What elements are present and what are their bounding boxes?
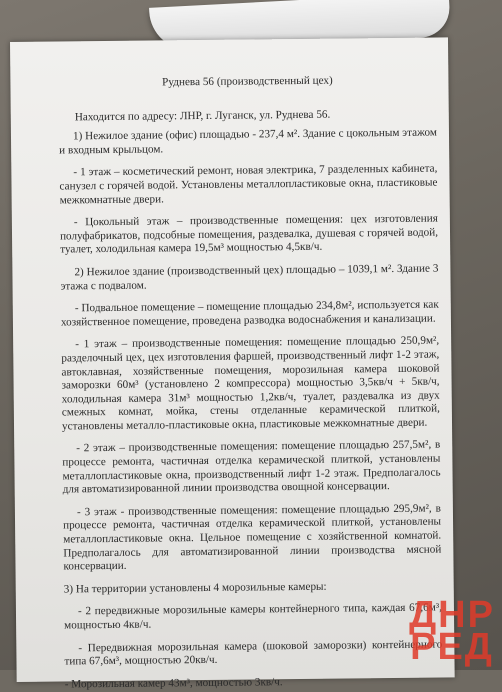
document-sheet xyxy=(10,37,455,691)
paragraph-office-basement: - Цокольный этаж – производственные помещения: цех изготовления полуфабрикатов, подсобные помещения, раздевалка, душевая с горячей водой, туалет, холодильная камера 19,5м³ мощностью 4,5кв/ч. xyxy=(59,212,439,256)
paragraph-production-floor-3: - 3 этаж - производственные помещения: помещение площадью 295,9м², в процессе ремонта, частичная отделка керамической плиткой, установлены металлопластиковые окна. Цельное помещение с хозяйственной комнатой. Предполагалось для автоматизированной линии производства мясной консервации. xyxy=(63,502,442,573)
paragraph-freezer-stationary: - Морозильная камер 43м³, мощностью 3кв/ч. xyxy=(64,675,283,691)
paragraph-freezers-mobile: - 2 передвижные морозильные камеры контейнерного типа, каждая 67,6м³, мощностью 4кв/ч. xyxy=(64,601,443,632)
watermark-logo xyxy=(404,593,500,669)
paragraph-freezers-heading: 3) На территории установлены 4 морозильные камеры: xyxy=(63,580,327,596)
paragraph-production-basement: - Подвальное помещение – помещение площадью 234,8м², используется как хозяйственное помещение, проведена разводка водоснабжения и канализации. xyxy=(60,298,439,329)
paragraph-office-floor-1: - 1 этаж – косметический ремонт, новая электрика, 7 разделенных кабинета, санузел с горячей водой. Установлены металлопластиковые окна, пластиковые межкомнатные двери. xyxy=(59,162,438,207)
paragraph-production-floor-2: - 2 этаж – производственные помещения: помещение площадью 257,5м², в процессе ремонта, частичная отделка керамической плиткой, установлены металлопластиковые окна, производственный лифт 1-2 этаж. Предполагалось для автоматизированной линии производства овощной консервации. xyxy=(62,438,441,496)
paragraph-production-building: 2) Нежилое здание (производственный цех) площадью – 1039,1 м². Здание 3 этажа с подвалом. xyxy=(60,262,439,293)
address-line: Находится по адресу: ЛНР, г. Луганск, ул. Руднева 56. xyxy=(74,108,331,123)
watermark-line-2: РЕД xyxy=(410,626,494,669)
watermark-line-1: ДНР xyxy=(409,593,495,636)
paragraph-production-floor-1: - 1 этаж – производственные помещения: помещение площадью 250,9м², разделочный цех, цех изготовления фаршей, производственный лифт 1-2 этаж, автоклавная, хозяйственные помещения, морозильная камера шоковой заморозки 60м³ (установлено 2 компрессора) мощностью 3,5кв/ч + 5кв/ч, холодильная камера 31м³ мощностью 1,2кв/ч, туалет, раздевалка из двух смежных комнат, мойка, стены отделанные керамической плиткой, установлены металло-пластиковые окна, пластиковые межкомнатные двери. xyxy=(61,334,440,433)
paragraph-office-building: 1) Нежилое здание (офис) площадью - 237,4 м². Здание с цокольным этажом и входным крыльцом. xyxy=(59,126,438,157)
document-title: Руднева 56 (производственный цех) xyxy=(162,74,333,89)
paragraph-freezer-shock: - Передвижная морозильная камера (шоковой заморозки) контейнерного типа 67,6м³, мощностью 20кв/ч. xyxy=(64,638,443,668)
